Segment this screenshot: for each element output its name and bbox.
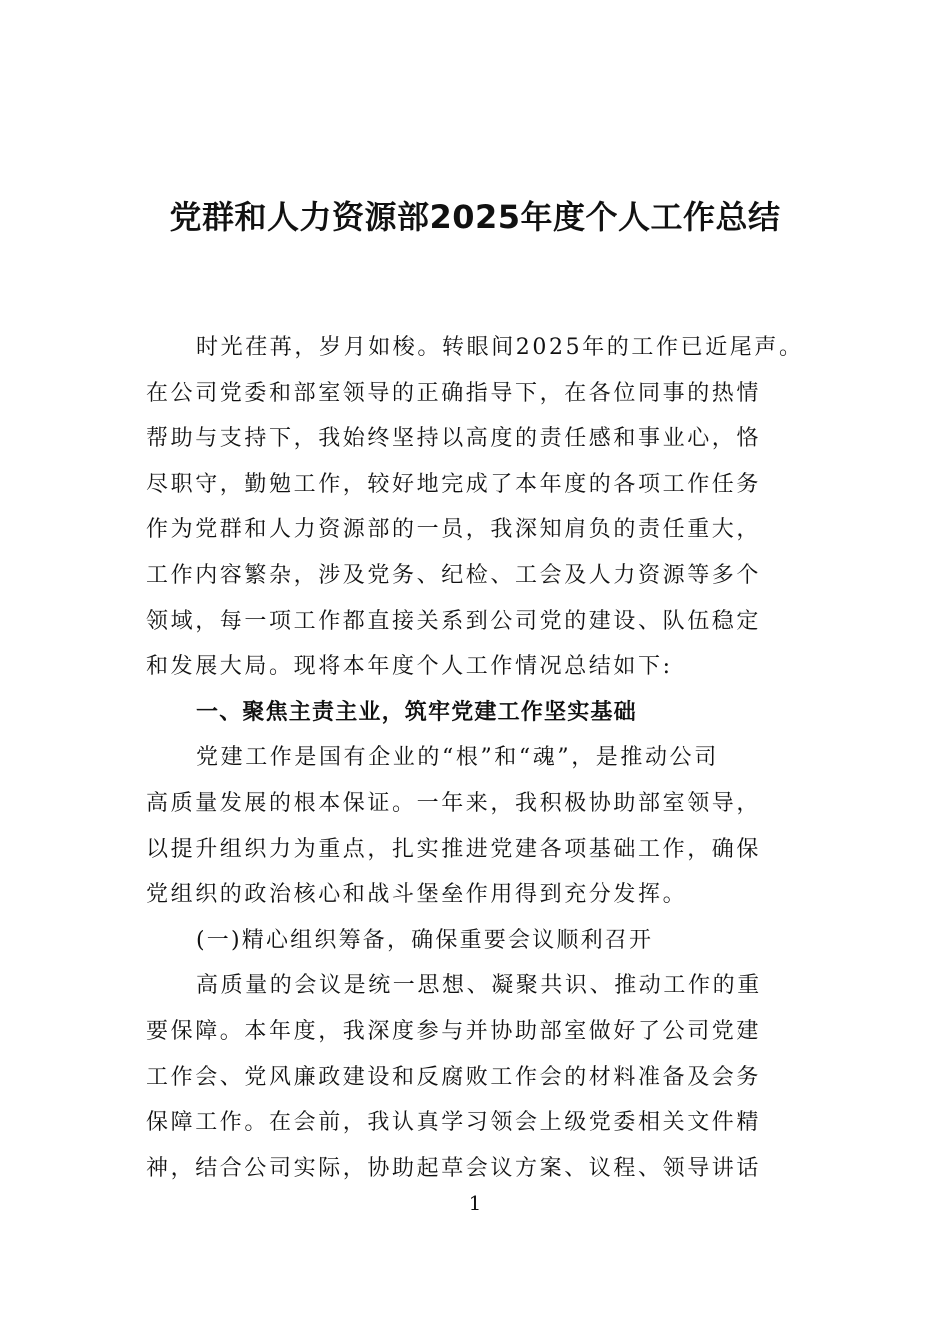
- paragraph-line: 领域，每一项工作都直接关系到公司党的建设、队伍稳定: [146, 608, 762, 634]
- paragraph-line: 帮助与支持下，我始终坚持以高度的责任感和事业心，恪: [146, 426, 762, 452]
- paragraph-line: 要保障。本年度，我深度参与并协助部室做好了公司党建: [146, 1018, 762, 1044]
- section-heading: 一、聚焦主责主业，筑牢党建工作坚实基础: [196, 699, 637, 725]
- document-body: [146, 325, 816, 1191]
- paragraph-line: 党组织的政治核心和战斗堡垒作用得到充分发挥。: [146, 882, 688, 908]
- document-title: 党群和人力资源部2025年度个人工作总结: [169, 198, 781, 236]
- paragraph-line: 工作内容繁杂，涉及党务、纪检、工会及人力资源等多个: [146, 562, 762, 588]
- page-number: 1: [468, 1191, 482, 1215]
- paragraph-line: 党建工作是国有企业的“根”和“魂”，是推动公司: [196, 745, 719, 771]
- paragraph-line: 尽职守，勤勉工作，较好地完成了本年度的各项工作任务: [146, 471, 762, 497]
- paragraph-line: 以提升组织力为重点，扎实推进党建各项基础工作，确保: [146, 836, 762, 862]
- paragraph-line: 高质量发展的根本保证。一年来，我积极协助部室领导，: [146, 790, 762, 816]
- paragraph-line: 神，结合公司实际，协助起草会议方案、议程、领导讲话: [146, 1155, 762, 1181]
- paragraph-line: 在公司党委和部室领导的正确指导下，在各位同事的热情: [146, 380, 762, 406]
- paragraph-line: 作为党群和人力资源部的一员，我深知肩负的责任重大，: [146, 517, 762, 543]
- subsection-heading: (一)精心组织筹备，确保重要会议顺利召开: [196, 927, 654, 953]
- paragraph-line: 高质量的会议是统一思想、凝聚共识、推动工作的重: [196, 973, 762, 999]
- paragraph-line: 保障工作。在会前，我认真学习领会上级党委相关文件精: [146, 1110, 762, 1136]
- paragraph-line: 和发展大局。现将本年度个人工作情况总结如下:: [146, 654, 673, 680]
- paragraph-line: 时光荏苒，岁月如梭。转眼间2025年的工作已近尾声。: [196, 335, 804, 360]
- paragraph-line: 工作会、党风廉政建设和反腐败工作会的材料准备及会务: [146, 1064, 762, 1090]
